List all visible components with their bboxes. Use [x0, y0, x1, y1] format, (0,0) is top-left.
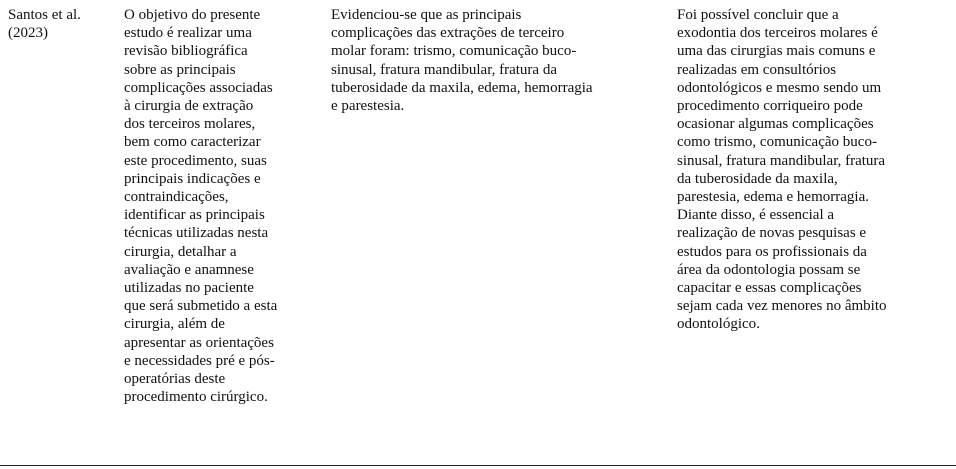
objective-cell: O objetivo do presente estudo é realizar uma revisão bibliográfica sobre as principais complicações associadas à cirurgia de extração dos terceiros molares, bem como caracterizar este procedimento, suas principais indicações e contraindicações, identificar as principais técnicas utilizadas nesta cirurgia, detalhar a avaliação e anamnese utilizadas no paciente que será submetido a esta cirurgia, além de apresentar as orientações e necessidades pré e pós- operatórias deste procedimento cirúrgico.	[124, 7, 278, 406]
results-cell: Evidenciou-se que as principais complicações das extrações de terceiro molar foram: trismo, comunicação buco- sinusal, fratura mandibular, fratura da tuberosidade da maxila, edema, hemorragia e parestesia.	[331, 7, 593, 115]
author-cell: Santos et al. (2023)	[8, 7, 81, 42]
conclusion-cell: Foi possível concluir que a exodontia dos terceiros molares é uma das cirurgias mais comuns e realizadas em consultórios odontológicos e mesmo sendo um procedimento corriqueiro pode ocasionar algumas complicações como trismo, comunicação buco- sinusal, fratura mandibular, fratura da tuberosidade da maxila, parestesia, edema e hemorragia. Diante disso, é essencial a realização de novas pesquisas e estudos para os profissionais da área da odontologia possam se capacitar e essas complicações sejam cada vez menores no âmbito odontológico.	[677, 7, 887, 333]
